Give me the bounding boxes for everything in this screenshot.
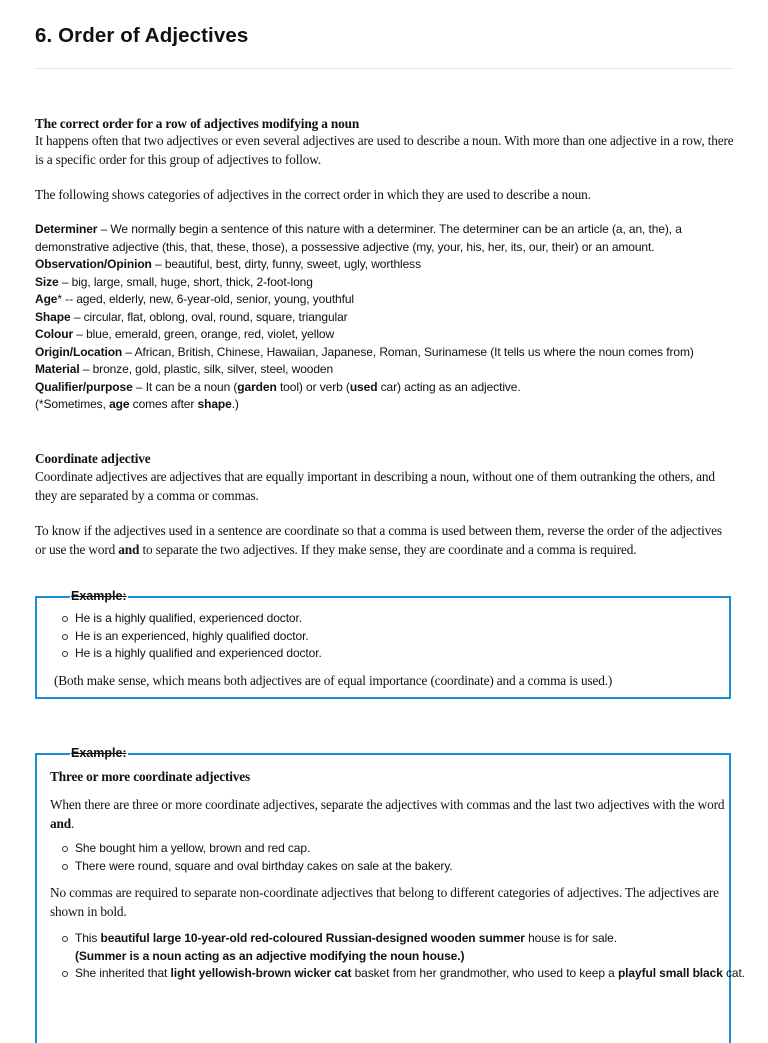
category-item: Qualifier/purpose – It can be a noun (garden tool) or verb (used car) acting as an adjective.: [35, 379, 521, 394]
category-term: Origin/Location: [35, 344, 123, 359]
category-item: Size – big, large, small, huge, short, thick, 2-foot-long: [35, 274, 313, 289]
category-term: Material: [35, 362, 80, 376]
example-label: Example:: [71, 746, 127, 760]
list-item-note: (Summer is a noun acting as an adjective modifying the noun house.): [75, 948, 465, 963]
category-text: bronze, gold, plastic, silk, silver, steel, wooden: [92, 362, 334, 376]
category-text: beautiful, best, dirty, funny, sweet, ugly, worthless: [164, 257, 421, 271]
list-item: She bought him a yellow, brown and red cap.: [75, 840, 755, 858]
category-term: Shape: [35, 309, 71, 324]
category-term: Size: [35, 274, 59, 289]
category-term: Observation/Opinion: [35, 257, 152, 271]
example-box-1: [35, 589, 731, 699]
category-item: Material – bronze, gold, plastic, silk, silver, steel, wooden: [35, 362, 334, 376]
title-divider: [35, 68, 733, 69]
example-list: [37, 610, 755, 663]
category-item: Observation/Opinion – beautiful, best, dirty, funny, sweet, ugly, worthless: [35, 257, 421, 271]
example-label: Example:: [71, 589, 127, 603]
coordinate-paragraph: Coordinate adjectives are adjectives that are equally important in describing a noun, without one of them outranking the others, and they are separated by a comma or commas.: [35, 469, 715, 503]
category-text: circular, flat, oblong, oval, round, square, triangular: [83, 309, 348, 324]
list-item: He is a highly qualified, experienced doctor.: [75, 610, 755, 628]
intro-paragraph: It happens often that two adjectives or even several adjectives are used to describe a noun. With more than one adjective in a row, there is a specific order for this group of adjectives to follow.: [35, 133, 734, 167]
category-item: Age* -- aged, elderly, new, 6-year-old, senior, young, youthful: [35, 292, 355, 306]
list-item: This beautiful large 10-year-old red-coloured Russian-designed wooden summer house is for sale. (Summer is a noun acting as an adjective modifying the noun house.): [75, 930, 767, 965]
example-heading: Three or more coordinate adjectives: [50, 769, 251, 784]
list-item: He is an experienced, highly qualified doctor.: [75, 628, 755, 646]
page-title: 6. Order of Adjectives: [35, 24, 249, 47]
list-item: There were round, square and oval birthday cakes on sale at the bakery.: [75, 858, 755, 876]
category-term: Determiner: [35, 222, 98, 236]
category-item: Origin/Location – African, British, Chinese, Hawaiian, Japanese, Roman, Surinamese (It tells us where the noun comes from): [35, 344, 694, 359]
intro-heading: The correct order for a row of adjectives modifying a noun: [35, 116, 360, 131]
intro-paragraph-2: The following shows categories of adjectives in the correct order in which they are used to describe a noun.: [35, 187, 591, 202]
category-term: Age: [35, 292, 58, 306]
example-note: (Both make sense, which means both adjectives are of equal importance (coordinate) and a comma is used.): [54, 673, 613, 688]
coordinate-test-paragraph: To know if the adjectives used in a sentence are coordinate so that a comma is used between them, reverse the order of the adjectives or use the word and to separate the two adjectives. If they make sense, they are coordinate and a comma is required.: [35, 523, 722, 557]
category-term: Qualifier/purpose: [35, 379, 133, 394]
category-text: blue, emerald, green, orange, red, violet, yellow: [86, 327, 335, 341]
list-item: She inherited that light yellowish-brown wicker cat basket from her grandmother, who used to keep a playful small black cat.: [75, 965, 767, 983]
category-item: Colour – blue, emerald, green, orange, red, violet, yellow: [35, 327, 335, 341]
category-term: Colour: [35, 327, 74, 341]
category-item: Shape – circular, flat, oblong, oval, round, square, triangular: [35, 309, 348, 324]
coordinate-heading: Coordinate adjective: [35, 451, 151, 466]
example-list-bold: [37, 930, 767, 983]
list-item: He is a highly qualified and experienced doctor.: [75, 645, 755, 663]
category-text: aged, elderly, new, 6-year-old, senior, young, youthful: [76, 292, 355, 306]
category-text: African, British, Chinese, Hawaiian, Japanese, Roman, Surinamese (It tells us where the noun comes from): [134, 344, 694, 359]
adjective-categories-list: [35, 221, 725, 414]
category-text: We normally begin a sentence of this nature with a determiner. The determiner can be an article (a, an, the), a demonstrative adjective (this, that, these, those), a possessive adjective (my, your, his, her, its, our, their) or an amount.: [35, 222, 682, 254]
example-box-2: [35, 746, 745, 1043]
example-paragraph-2: No commas are required to separate non-coordinate adjectives that belong to different categories of adjectives. The adjectives are shown in bold.: [50, 885, 719, 919]
example-list: [37, 840, 755, 875]
age-note: (*Sometimes, age comes after shape.): [35, 397, 239, 411]
category-text: big, large, small, huge, short, thick, 2-foot-long: [71, 274, 313, 289]
category-item: Determiner – We normally begin a sentence of this nature with a determiner. The determiner can be an article (a, an, the), a demonstrative adjective (this, that, these, those), a possessive adjective (my, your, his, her, its, our, their) or an amount.: [35, 222, 682, 254]
example-paragraph: When there are three or more coordinate adjectives, separate the adjectives with commas and the last two adjectives with the word and.: [50, 797, 725, 831]
